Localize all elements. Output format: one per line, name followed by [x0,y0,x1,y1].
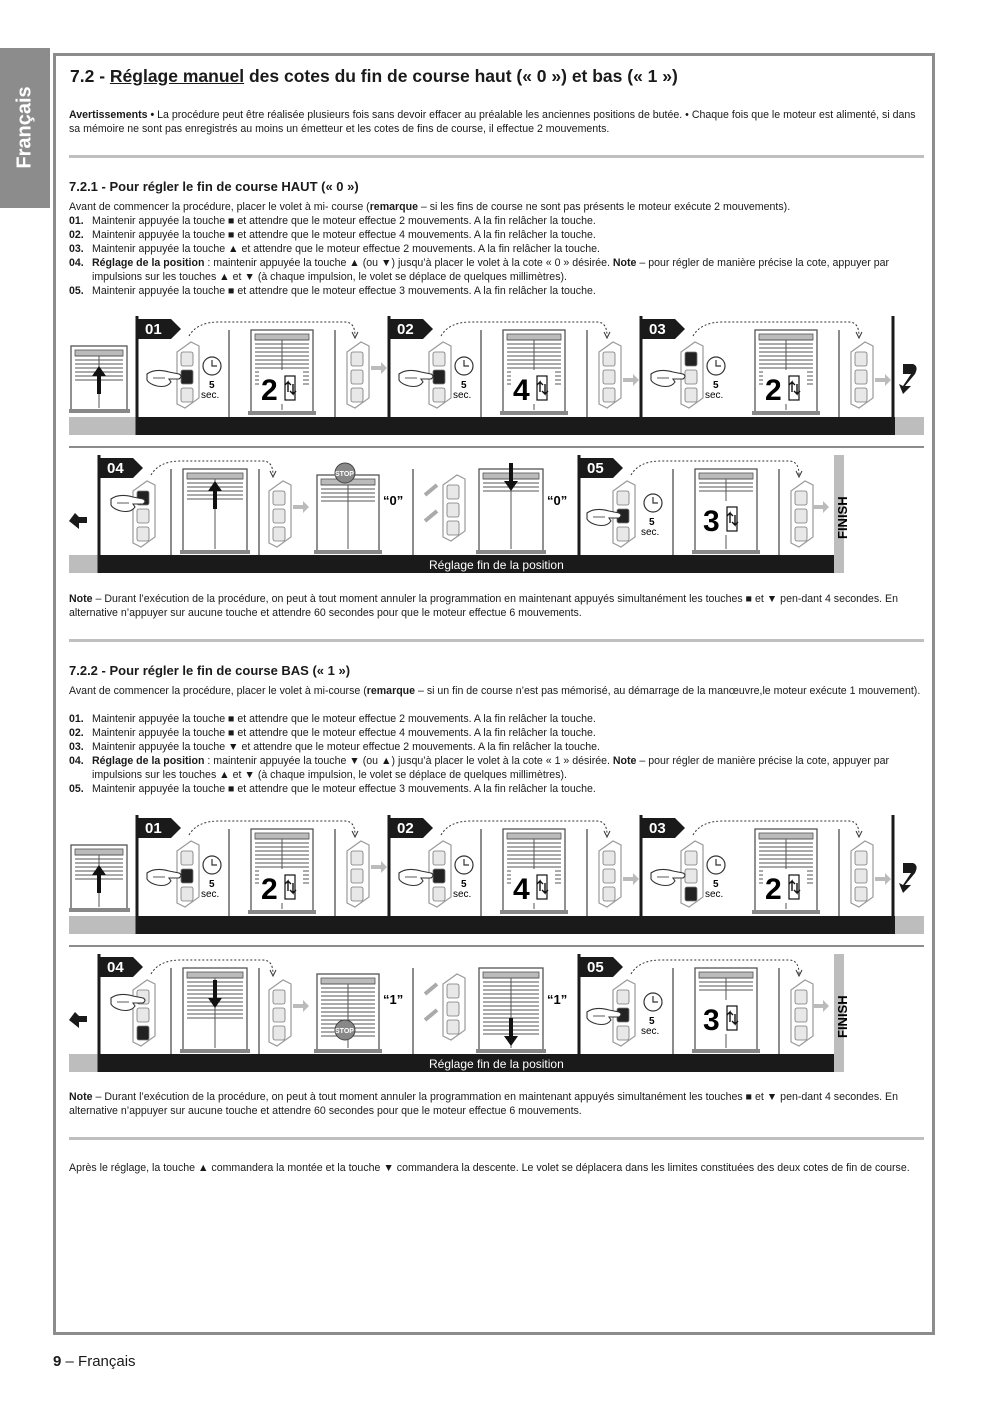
motor-movement-icon [727,1006,738,1030]
section1-steps [69,214,925,298]
remote-icon [443,974,465,1040]
step-bold: Note [612,257,637,269]
remote-key-stop [351,370,363,384]
shutter-box [759,833,813,839]
remote-key-down [447,521,459,535]
fine-adjust-caption: Réglage fin de la position [429,558,564,572]
window-sill [248,411,316,415]
remote-key-stop [447,1002,459,1016]
shutter-box [75,849,123,855]
remote-icon [851,342,873,408]
note-text: – Durant l’exécution de la procédure, on peut à tout moment annuler la programmation en maintenant appuyés simultanément les touches ■ et ▼ pen-dant 4 secondes. En alternative n’appuyer sur aucune touche et attendre 60 secondes pour que le moteur effectue 6 mouvements. [69,593,898,619]
remote-key-up [855,352,867,366]
remote-key-up [447,485,459,499]
step-label-text: 01 [145,820,162,837]
remote-key-stop [351,869,363,883]
release-arrow-icon [875,873,891,885]
remote-key-down [855,388,867,402]
window-sill [180,1049,250,1053]
step-number: 05. [69,783,84,795]
movement-count: 2 [261,374,278,407]
window-sill [476,550,546,554]
remote-key-up [447,984,459,998]
step-label-text: 02 [397,321,414,338]
remote-key-up [795,491,807,505]
intro-bold: remarque [366,685,416,697]
remote-key-down [447,1020,459,1034]
release-arrow-icon [875,374,891,386]
clock-icon [455,357,473,375]
step-text: Maintenir appuyée la touche ■ et attendre que le moteur effectue 4 mouvements. A la fin relâcher la touche. [92,229,596,241]
clock-icon [644,993,662,1011]
step-text: Maintenir appuyée la touche ■ et attendre que le moteur effectue 2 mouvements. A la fin relâcher la touche. [92,215,596,227]
remote-key-up [181,352,193,366]
clock-icon [707,357,725,375]
hand-icon [399,370,433,386]
remote-icon [443,475,465,541]
language-tab-label: Français [13,86,36,169]
hand-icon [651,370,685,386]
adjust-arrows-icon [425,984,437,1020]
step-row [69,726,925,740]
remote-key-stop [447,503,459,517]
position-mark: “0” [383,493,404,508]
window-sill [752,910,820,914]
release-arrow-icon [293,501,309,513]
seconds-unit: sec. [705,390,724,401]
remote-key-stop [855,869,867,883]
remote-key-stop [181,869,193,883]
movement-count: 2 [765,873,782,906]
remote-key-up [433,352,445,366]
section2-heading: 7.2.2 - Pour régler le fin de course BAS (« 1 ») [69,663,351,678]
remote-key-down [181,388,193,402]
hand-shape [399,869,433,885]
remote-key-down [795,1026,807,1040]
row2-bar-start [69,555,99,573]
shutter-box [187,972,243,978]
shutter-box [507,334,561,340]
step-label-text: 02 [397,820,414,837]
remote-key-stop [603,869,615,883]
continue-arrow-icon [899,863,917,893]
shutter-box [699,972,753,978]
window-sill [180,550,250,554]
shutter-box [483,972,539,978]
remote-key-down [685,887,697,901]
motor-movement-icon [727,507,738,531]
row1-bar-start [69,916,137,934]
step-label-text: 04 [107,460,124,477]
section2-note [69,1090,925,1118]
motor-movement-icon [537,875,548,899]
note-label: Note [69,593,93,605]
section2-intro [69,684,925,698]
remote-key-up [273,990,285,1004]
row1-bar-end [895,417,924,435]
row2-bar-start [69,1054,99,1072]
shutter-box [759,334,813,340]
clock-icon [455,856,473,874]
remote-key-down [137,527,149,541]
remote-key-stop [181,370,193,384]
step-number: 02. [69,727,84,739]
step-label-text: 01 [145,321,162,338]
seconds-value: 5 [209,879,215,890]
remote-key-down [351,887,363,901]
remote-key-down [855,887,867,901]
step-text-part: : maintenir appuyée la touche ▲ (ou ▼) jusqu’à placer le volet à la cote « 0 » désirée. [204,257,613,269]
shutter-box [75,350,123,356]
step-text: Maintenir appuyée la touche ■ et attendre que le moteur effectue 2 mouvements. A la fin relâcher la touche. [92,713,596,725]
remote-key-down [273,527,285,541]
clock-icon [707,856,725,874]
intro-text: – si les fins de course ne sont pas présents le moteur exécute 2 mouvements). [417,201,791,213]
hand-shape [399,370,433,386]
divider [69,155,924,158]
movement-count: 3 [703,1004,720,1037]
step-number: 04. [69,257,84,269]
section2-steps [69,712,925,796]
remote-key-up [685,352,697,366]
release-arrow-icon [371,362,387,374]
remote-key-stop [137,1008,149,1022]
step-label-text: 03 [649,321,666,338]
remote-key-stop [685,370,697,384]
step-row [69,754,925,782]
warning-label: Avertissements • [69,109,155,121]
continue-arrow-icon [899,364,917,394]
language-tab [0,48,50,208]
step-bold: Réglage de la position [92,755,205,767]
seconds-value: 5 [461,879,467,890]
step-text [92,256,925,284]
stop-sign-text: STOP [335,471,354,478]
remote-icon [347,342,369,408]
position-mark: “1” [383,992,404,1007]
intro-text: Avant de commencer la procédure, placer le volet à mi- course ( [69,201,370,213]
title-rest: des cotes du fin de course haut (« 0 ») et bas (« 1 ») [244,66,678,86]
shutter-box [507,833,561,839]
remote-icon [133,481,155,547]
step-number: 05. [69,285,84,297]
window-sill [69,908,130,912]
note-text: – Durant l’exécution de la procédure, on peut à tout moment annuler la programmation en maintenant appuyés simultanément les touches ■ et ▼ pen-dant 4 secondes. En alternative n’appuyer sur aucune touche et attendre 60 secondes pour que le moteur effectue 6 mouvements. [69,1091,898,1117]
remote-key-up [617,491,629,505]
seconds-unit: sec. [705,889,724,900]
window-sill [476,1049,546,1053]
remote-key-up [181,851,193,865]
seconds-value: 5 [713,879,719,890]
step-text-part: : maintenir appuyée la touche ▼ (ou ▲) jusqu’à placer le volet à la cote « 1 » désirée. [204,755,613,767]
remote-key-stop [433,370,445,384]
procedure-diagram [69,815,924,1077]
finish-label: FINISH [835,995,850,1038]
seconds-unit: sec. [641,1026,660,1037]
remote-key-up [795,990,807,1004]
remote-key-down [603,388,615,402]
step-number: 01. [69,215,84,227]
remote-key-stop [137,509,149,523]
release-arrow-icon [293,1000,309,1012]
shutter-box [187,473,243,479]
remote-icon [791,980,813,1046]
page-number: 9 [53,1353,62,1370]
seconds-unit: sec. [201,390,220,401]
remote-icon [599,342,621,408]
title-prefix: 7.2 - [70,66,110,86]
remote-key-up [433,851,445,865]
step-number: 02. [69,229,84,241]
step-row [69,228,925,242]
hand-shape [651,869,685,885]
remote-key-stop [603,370,615,384]
remote-key-up [603,851,615,865]
release-arrow-icon [813,501,829,513]
warning-text: La procédure peut être réalisée plusieurs fois sans devoir effacer au préalable les anciennes positions de butée. • Chaque fois que le moteur est alimenté, si dans sa mémoire ne sont pas enregistrés au moins un émetteur et les cotes de fins de course, il effectue 2 mouvements. [69,109,916,135]
remote-icon [269,980,291,1046]
step-row [69,242,925,256]
position-mark: “0” [547,493,568,508]
step-text: Maintenir appuyée la touche ■ et attendre que le moteur effectue 3 mouvements. A la fin relâcher la touche. [92,285,596,297]
remote-key-up [351,851,363,865]
movement-count: 2 [261,873,278,906]
seconds-value: 5 [461,380,467,391]
shutter-window-icon [314,475,382,554]
step-label-text: 05 [587,959,604,976]
window-sill [752,411,820,415]
diagram-row-1 [69,316,924,435]
position-mark: “1” [547,992,568,1007]
seconds-unit: sec. [453,889,472,900]
row1-bar-start [69,417,137,435]
seconds-unit: sec. [201,889,220,900]
remote-key-down [273,1026,285,1040]
step-row [69,214,925,228]
step-label-text: 03 [649,820,666,837]
section1-intro [69,200,925,214]
motor-movement-icon [285,875,296,899]
remote-key-down [603,887,615,901]
shutter-box [255,334,309,340]
hand-shape [651,370,685,386]
step-number: 01. [69,713,84,725]
step-row [69,284,925,298]
remote-key-stop [433,869,445,883]
remote-key-stop [795,509,807,523]
movement-count: 3 [703,505,720,538]
divider [69,639,924,642]
stop-sign-text: STOP [335,1028,354,1035]
remote-key-stop [685,869,697,883]
motor-movement-icon [789,875,800,899]
movement-count: 4 [513,374,530,407]
remote-key-down [617,527,629,541]
window-sill [692,1049,760,1053]
seconds-value: 5 [649,517,655,528]
step-bold: Note [612,755,637,767]
window-sill [248,910,316,914]
footer-sep: – [61,1353,79,1370]
seconds-value: 5 [713,380,719,391]
step-text [92,754,925,782]
remote-key-up [617,990,629,1004]
shutter-box [255,833,309,839]
window-sill [692,550,760,554]
procedure-diagram [69,316,924,578]
remote-icon [851,841,873,907]
seconds-value: 5 [649,1016,655,1027]
window-sill [500,411,568,415]
remote-key-down [433,887,445,901]
clock-icon [644,494,662,512]
window-sill [314,1049,382,1053]
section1-heading: 7.2.1 - Pour régler le fin de course HAUT (« 0 ») [69,179,359,194]
movement-count: 2 [765,374,782,407]
remote-key-down [617,1026,629,1040]
release-arrow-icon [623,374,639,386]
remote-key-stop [273,1008,285,1022]
remote-key-down [433,388,445,402]
motor-movement-icon [285,376,296,400]
section1-note [69,592,925,620]
remote-key-stop [273,509,285,523]
step-text: Maintenir appuyée la touche ▼ et attendre que le moteur effectue 2 mouvements. A la fin relâcher la touche. [92,741,600,753]
window-sill [314,550,382,554]
diagram-row-1 [69,815,924,934]
step-row [69,712,925,726]
hand-icon [147,869,181,885]
release-arrow-icon [813,1000,829,1012]
fine-adjust-caption: Réglage fin de la position [429,1057,564,1071]
release-arrow-icon [623,873,639,885]
remote-key-down [795,527,807,541]
step-label-text: 04 [107,959,124,976]
movement-count: 4 [513,873,530,906]
step-number: 04. [69,755,84,767]
hand-icon [399,869,433,885]
remote-key-down [137,1026,149,1040]
seconds-unit: sec. [453,390,472,401]
finish-label: FINISH [835,496,850,539]
motor-movement-icon [789,376,800,400]
remote-key-down [351,388,363,402]
page-title [70,66,678,87]
remote-key-up [351,352,363,366]
remote-key-down [181,887,193,901]
clock-icon [203,357,221,375]
footer-lang: Français [78,1353,136,1370]
return-arrow-icon [69,501,87,529]
hand-shape [147,370,181,386]
window-sill [500,910,568,914]
step-text: Maintenir appuyée la touche ■ et attendre que le moteur effectue 4 mouvements. A la fin relâcher la touche. [92,727,596,739]
shutter-box [321,978,375,984]
remote-icon [269,481,291,547]
step-text: Maintenir appuyée la touche ▲ et attendre que le moteur effectue 2 mouvements. A la fin relâcher la touche. [92,243,600,255]
remote-key-up [855,851,867,865]
intro-text: Avant de commencer la procédure, placer le volet à mi-course ( [69,685,367,697]
divider [69,1137,924,1140]
shutter-box [699,473,753,479]
step-row [69,782,925,796]
step-text-part: – pour régler de manière précise la cote, appuyer par impulsions sur les touches ▲ et ▼ (à chaque impulsion, le volet se déplace de quelques millimètres). [92,755,890,781]
step-label-text: 05 [587,460,604,477]
remote-icon [347,841,369,907]
remote-key-down [685,388,697,402]
row1-bar [69,417,924,435]
remote-key-stop [855,370,867,384]
step-row [69,740,925,754]
remote-key-up [603,352,615,366]
release-arrow-icon [371,861,387,873]
shutter-window-icon [314,974,382,1053]
step-number: 03. [69,741,84,753]
remote-icon [791,481,813,547]
hand-icon [651,869,685,885]
diagram-haut [69,316,924,578]
step-bold: Réglage de la position [92,257,205,269]
remote-key-stop [795,1008,807,1022]
note-label: Note [69,1091,93,1103]
adjust-arrows-icon [425,485,437,521]
step-text: Maintenir appuyée la touche ■ et attendre que le moteur effectue 3 mouvements. A la fin relâcher la touche. [92,783,596,795]
remote-key-up [685,851,697,865]
title-underlined: Réglage manuel [109,66,245,86]
return-arrow-icon [69,1000,87,1028]
diagram-row-2 [69,946,924,1072]
remote-icon [133,980,155,1046]
step-text-part: – pour régler de manière précise la cote, appuyer par impulsions sur les touches ▲ et ▼ (à chaque impulsion, le volet se déplace de quelques millimètres). [92,257,890,283]
step-row [69,256,925,284]
seconds-unit: sec. [641,527,660,538]
window-sill [69,409,130,413]
closing-paragraph: Après le réglage, la touche ▲ commandera la montée et la touche ▼ commandera la descente. Le volet se déplacera dans les limites constituées des deux cotes de fin de course. [69,1162,910,1174]
seconds-value: 5 [209,380,215,391]
remote-key-up [273,491,285,505]
remote-icon [599,841,621,907]
clock-icon [203,856,221,874]
intro-text: – si un fin de course n’est pas mémorisé, au démarrage de la manœuvre,le moteur exécute 1 mouvement). [415,685,921,697]
hand-icon [147,370,181,386]
warning-paragraph [69,108,925,136]
row1-bar [69,916,924,934]
page-footer [53,1353,136,1370]
hand-shape [147,869,181,885]
motor-movement-icon [537,376,548,400]
intro-bold: remarque [369,201,418,213]
row1-bar-end [895,916,924,934]
diagram-bas [69,815,924,1077]
step-number: 03. [69,243,84,255]
diagram-row-2 [69,447,924,573]
